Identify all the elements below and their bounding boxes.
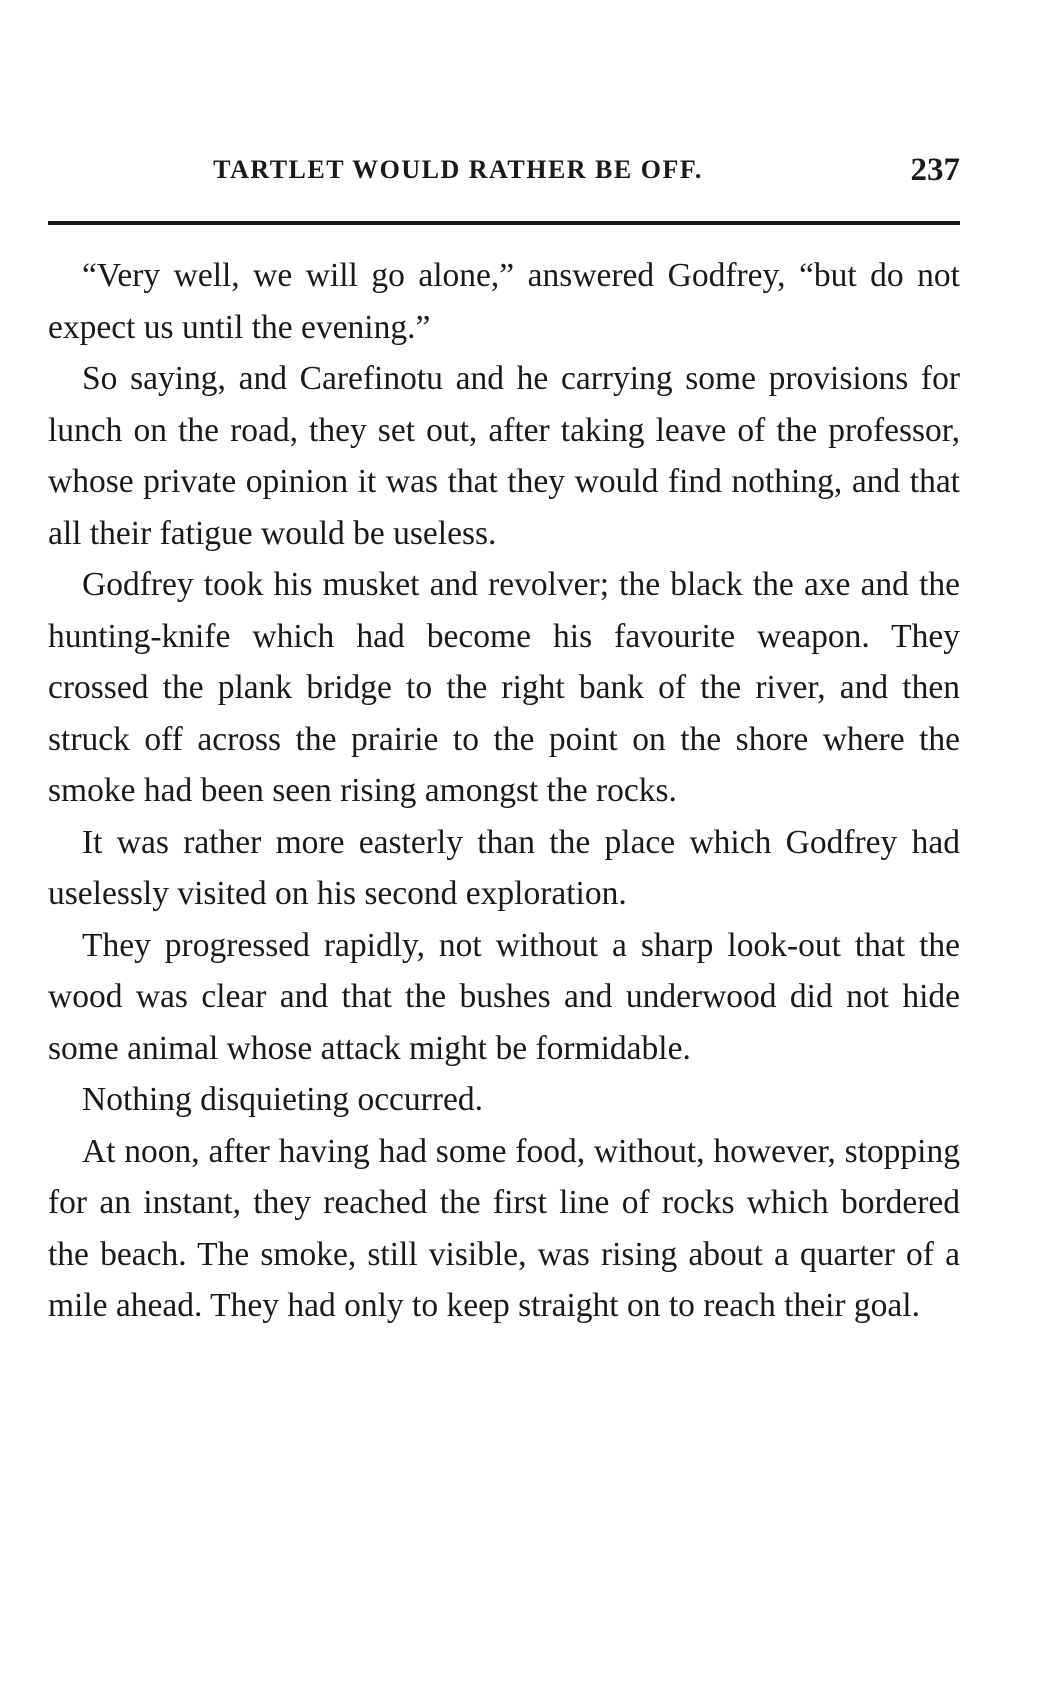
paragraph: Nothing disquieting occurred.	[82, 1081, 483, 1118]
paragraph: It was rather more easterly than the place which Godfrey had uselessly visited on his second exploration.	[48, 823, 960, 912]
paragraph: “Very well, we will go alone,” answered Godfrey, “but do not expect us until the evening.”	[48, 257, 960, 346]
paragraph: At noon, after having had some food, without, however, stopping for an instant, they reached the first line of rocks which bordered the beach. The smoke, still visible, was rising about a quarter of a mile ahead. They had only to keep straight on to reach their goal.	[48, 1132, 960, 1324]
running-head	[48, 150, 960, 190]
paragraph: So saying, and Carefinotu and he carrying some provisions for lunch on the road, they set out, after taking leave of the professor, whose private opinion it was that they would find nothing, and that all their fatigue would be useless.	[48, 360, 960, 552]
page-number: 237	[910, 152, 960, 188]
paragraph: They progressed rapidly, not without a sharp look-out that the wood was clear and that the bushes and underwood did not hide some animal whose attack might be formidable.	[48, 926, 960, 1067]
paragraph: Godfrey took his musket and revolver; the black the axe and the hunting-knife which had become his favourite weapon. They crossed the plank bridge to the right bank of the river, and then struck off across the prairie to the point on the shore where the smoke had been seen rising amongst the rocks.	[48, 566, 960, 809]
running-title: TARTLET WOULD RATHER BE OFF.	[213, 155, 703, 184]
header-rule	[48, 221, 960, 225]
book-page	[48, 0, 960, 1699]
body-text	[48, 250, 960, 1332]
